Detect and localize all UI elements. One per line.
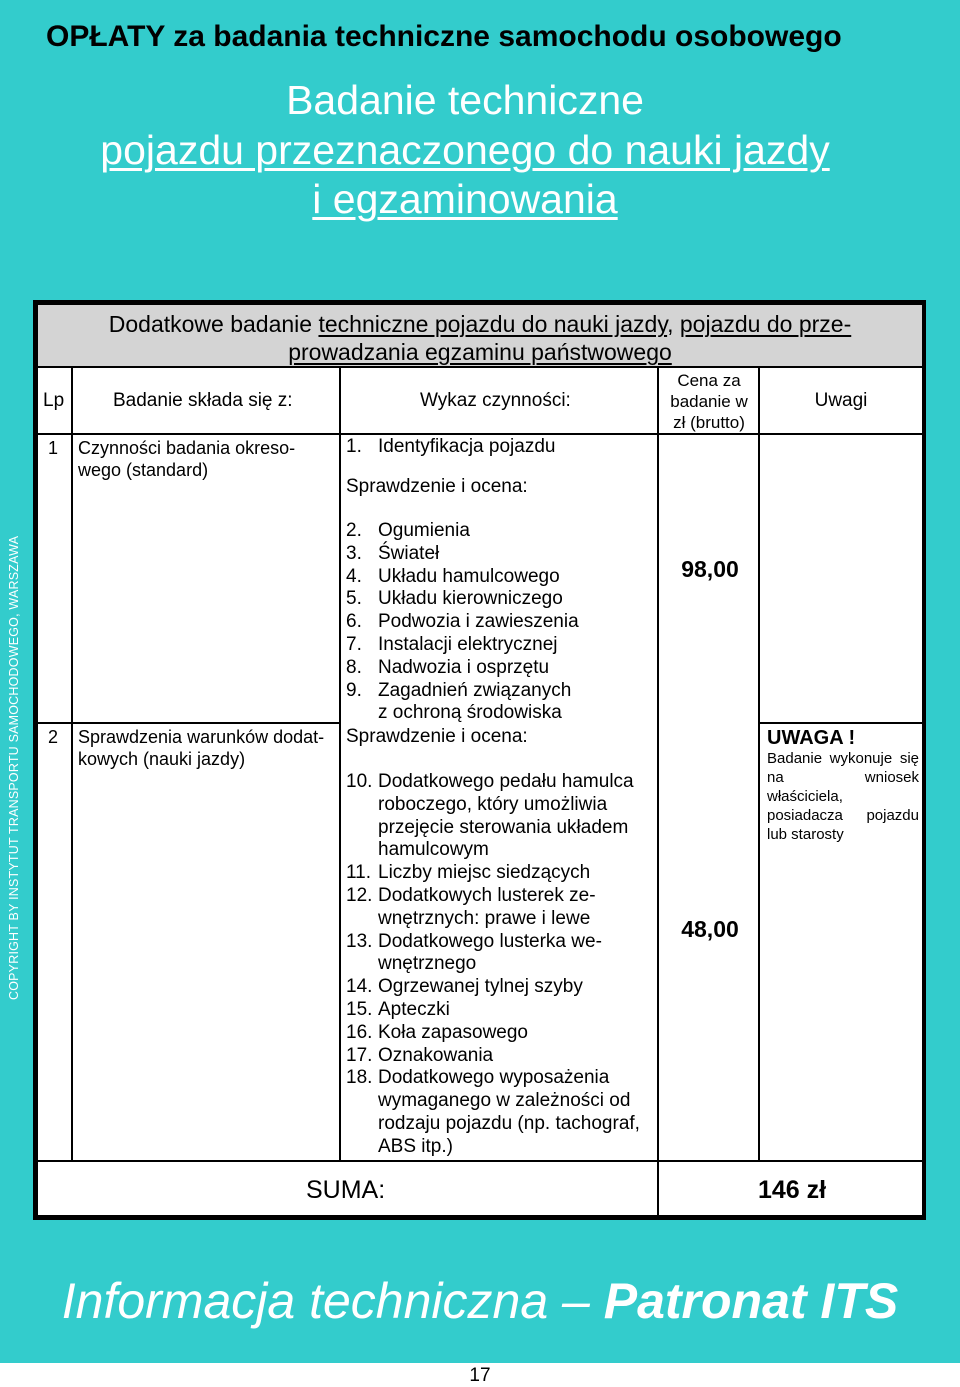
- activity-number: 3.: [346, 542, 362, 564]
- activity-text: Zagadnień związanych: [378, 679, 572, 701]
- activity-number: 7.: [346, 633, 362, 655]
- activity-number: 15.: [346, 998, 373, 1020]
- row-2-activity-heading: Sprawdzenie i ocena:: [346, 726, 528, 747]
- activity-number: 18.: [346, 1067, 373, 1089]
- activity-item: wnętrznych: prawe i lewe: [378, 907, 591, 929]
- activity-number: 8.: [346, 656, 362, 678]
- activity-item: [346, 885, 640, 908]
- subtitle-line-3: i egzaminowania: [312, 176, 618, 222]
- sum-value: 146 zł: [758, 1176, 827, 1204]
- row-2-lp: 2: [48, 727, 59, 747]
- col-header-price: Cena za badanie w zł (brutto): [670, 371, 748, 432]
- activity-text: Dodatkowego wyposażenia: [378, 1067, 610, 1089]
- footer-banner: [0, 1272, 960, 1330]
- activity-number: 10.: [346, 771, 373, 792]
- activity-item: [346, 1022, 640, 1045]
- activity-text: Koła zapasowego: [378, 1021, 528, 1043]
- activity-text: Nadwozia i osprzętu: [378, 656, 550, 678]
- activity-text: Oznakowania: [378, 1044, 494, 1066]
- activity-item: [346, 771, 640, 794]
- row-2-scope: Sprawdzenia warunków dodat- kowych (nauki jazdy): [78, 727, 325, 769]
- activity-number: 6.: [346, 611, 362, 633]
- header-text-underlined-3: prowadzania egzaminu państwowego: [288, 339, 672, 365]
- activity-text: Instalacji elektrycznej: [378, 633, 558, 655]
- activity-item: rodzaju pojazdu (np. tachograf,: [378, 1112, 640, 1134]
- activity-item: wnętrznego: [378, 953, 477, 975]
- notes-title: UWAGA !: [767, 727, 856, 749]
- activity-number: 11.: [346, 862, 372, 884]
- page-number: 17: [469, 1365, 491, 1386]
- activity-number: 14.: [346, 976, 373, 998]
- activity-number: 4.: [346, 565, 362, 587]
- col-header-notes: Uwagi: [814, 390, 868, 411]
- activity-item: z ochroną środowiska: [378, 702, 562, 724]
- activity-item: [346, 611, 579, 634]
- activity-item: [346, 976, 640, 999]
- activity-number: 13.: [346, 930, 373, 952]
- activity-text: Układu hamulcowego: [378, 565, 560, 587]
- activity-item: ABS itp.): [378, 1135, 453, 1157]
- col-header-activities: Wykaz czynności:: [420, 390, 571, 411]
- activity-item: [346, 566, 579, 589]
- row-1-activity: 1. Identyfikacja pojazdu: [346, 436, 556, 457]
- row-2-activity-list: [346, 771, 640, 1159]
- row-1-lp: 1: [48, 438, 59, 458]
- footer-brand: Patronat ITS: [603, 1273, 899, 1329]
- header-separator: ,: [667, 311, 680, 337]
- activity-item: [346, 1045, 640, 1068]
- activity-item: wymaganego w zależności od: [378, 1090, 631, 1112]
- activity-text: Ogrzewanej tylnej szyby: [378, 976, 583, 998]
- row-2-price: 48,00: [681, 916, 739, 942]
- subtitle-line-2: pojazdu przeznaczonego do nauki jazdy: [100, 127, 830, 173]
- activity-text: Dodatkowych lusterek ze-: [378, 884, 596, 906]
- activity-item: [346, 931, 640, 954]
- col-header-scope: Badanie składa się z:: [113, 390, 293, 411]
- row-1-activity-heading: Sprawdzenie i ocena:: [346, 476, 528, 497]
- activity-text: Podwozia i zawieszenia: [378, 611, 579, 633]
- activity-item: [346, 543, 579, 566]
- table-header: [38, 305, 922, 366]
- activity-text: Dodatkowego lusterka we-: [378, 930, 602, 952]
- row-1-price: 98,00: [681, 556, 739, 582]
- activity-text: Świateł: [378, 542, 440, 564]
- activity-number: 16.: [346, 1021, 373, 1043]
- activity-item: [346, 680, 579, 703]
- activity-text: Dodatkowego pedału hamulca: [378, 771, 634, 792]
- activity-item: [346, 862, 640, 885]
- grid-line: [71, 366, 73, 1160]
- grid-line: [38, 366, 922, 368]
- grid-line: [758, 722, 922, 724]
- copyright-notice: COPYRIGHT BY INSTYTUT TRANSPORTU SAMOCHODOWEGO, WARSZAWA: [7, 535, 21, 1000]
- header-text: Dodatkowe badanie: [108, 311, 319, 337]
- footer-text: Informacja techniczna –: [61, 1273, 604, 1329]
- activity-text: Apteczki: [378, 998, 450, 1020]
- activity-item: [346, 520, 579, 543]
- activity-item: [346, 1067, 640, 1090]
- page-title: OPŁATY za badania techniczne samochodu osobowego: [46, 20, 842, 53]
- row-1-scope: Czynności badania okreso- wego (standard): [78, 438, 296, 480]
- activity-number: 12.: [346, 884, 373, 906]
- grid-line: [339, 366, 341, 1160]
- activity-text: Identyfikacja pojazdu: [378, 436, 556, 457]
- grid-line: [38, 1160, 922, 1162]
- header-text-underlined-2: pojazdu do prze-: [679, 311, 852, 337]
- header-text-underlined: techniczne pojazdu do nauki jazdy: [318, 311, 668, 337]
- activity-item: [346, 634, 579, 657]
- activity-text: Ogumienia: [378, 520, 470, 541]
- activity-number: 17.: [346, 1044, 373, 1066]
- activity-item: hamulcowym: [378, 839, 489, 861]
- activity-number: 2.: [346, 520, 362, 541]
- activity-text: Liczby miejsc siedzących: [378, 862, 591, 884]
- activity-item: [346, 588, 579, 611]
- activity-number: 9.: [346, 679, 362, 701]
- activity-item: przejęcie sterowania układem: [378, 816, 629, 838]
- col-header-lp: Lp: [43, 390, 65, 411]
- grid-line: [38, 722, 341, 724]
- activity-number: 5.: [346, 588, 362, 610]
- notes-text: Badanie wykonuje się na wniosek właściciela, posiadacza pojazdu lub starosty: [767, 750, 919, 843]
- activity-text: Układu kierowniczego: [378, 588, 563, 610]
- grid-line: [38, 433, 922, 435]
- activity-item: [346, 999, 640, 1022]
- sum-label: SUMA:: [306, 1176, 386, 1204]
- grid-line: [657, 366, 659, 1215]
- activity-item: roboczego, który umożliwia: [378, 793, 608, 815]
- row-1-activity-list: [346, 520, 579, 725]
- subtitle-line-1: Badanie techniczne: [286, 77, 644, 123]
- activity-item: [346, 657, 579, 680]
- grid-line: [758, 366, 760, 1160]
